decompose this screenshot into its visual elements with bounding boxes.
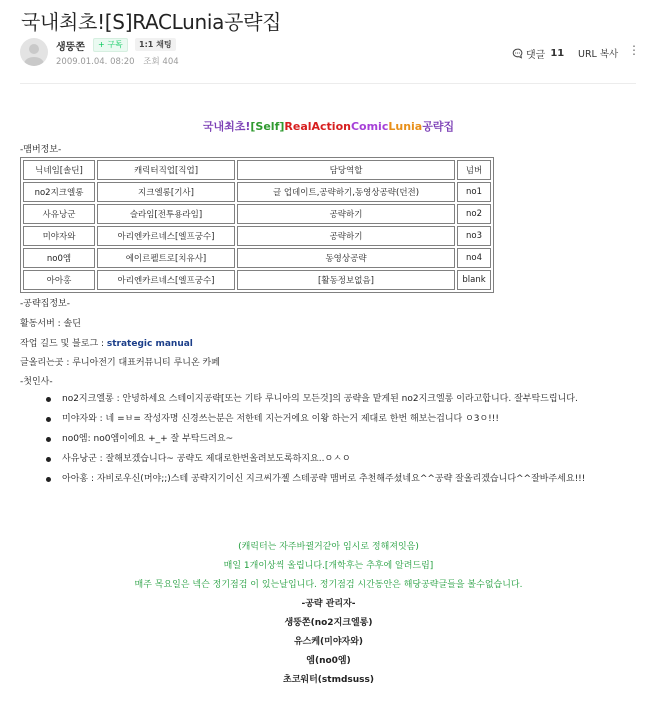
table-cell: 지크엘롱[기사]: [97, 182, 235, 202]
table-cell: no2: [457, 204, 491, 224]
list-item: 미야자와 : 네 =ㅂ= 작성자명 신경쓰는분은 저한테 지는거에요 이왕 하는거 제대로 한번 해보는겁니다 ㅇ3ㅇ!!!: [44, 409, 624, 429]
admin-label: -공략 관리자-: [301, 599, 356, 609]
admin-name: 초코워터(stmdsuss): [283, 675, 374, 685]
table-header: 닉네임[솔딘]: [23, 160, 95, 180]
heading-part: [Self]: [250, 120, 285, 133]
more-menu-icon[interactable]: ⋮: [628, 43, 640, 57]
list-item: no2지크엘롱 : 안녕하세요 스테이지공략[또는 기타 루니아의 모든것]의 공략을 맡게된 no2지크엘롱 이라고합니다. 잘부탁드립니다.: [44, 389, 624, 409]
admin-name: 엠(no0엠): [306, 656, 351, 666]
table-cell: 공략하기: [237, 204, 455, 224]
blog-line: [20, 336, 193, 349]
comment-icon: [512, 48, 523, 59]
greeting-list: [44, 389, 624, 489]
chat-button[interactable]: 1:1 채팅: [135, 38, 176, 51]
list-item: 아아홍 : 자비로우신(머야;;)스테 공략지기이신 지크씨가젤 스테공략 맴버로 추천해주셨네요^^공략 잘올리겠습니다^^잘바주세요!!!: [44, 469, 624, 489]
table-cell: 아리엔카르네스[엘프궁수]: [97, 270, 235, 290]
table-cell: 사유낭군: [23, 204, 95, 224]
table-cell: 아아홍: [23, 270, 95, 290]
greeting-label: -첫인사-: [20, 377, 53, 387]
heading-part: RealAction: [284, 120, 351, 133]
table-row: [23, 270, 491, 290]
follow-button[interactable]: + 구독: [93, 38, 128, 52]
heading-part: 국내최초!: [202, 120, 251, 133]
admin-name: 생뚱쫀(no2지크엘롱): [284, 618, 373, 628]
table-cell: no0엠: [23, 248, 95, 268]
blog-prefix: 작업 길드 및 블로그 :: [20, 339, 107, 349]
comment-label: 댓글: [526, 50, 546, 61]
guild-info-label: -공략집정보-: [20, 299, 70, 309]
table-row: [23, 182, 491, 202]
table-cell: no3: [457, 226, 491, 246]
comment-count: 11: [550, 48, 565, 59]
notice-line: 매주 목요일은 넥슨 정기점검 이 있는날입니다. 정기점검 시간동안은 해당공략글들을 볼수없습니다.: [134, 580, 523, 590]
table-cell: 슬라임[전투용라임]: [97, 204, 235, 224]
list-item: no0엠: no0엠이에요 +_+ 잘 부탁드려요~: [44, 429, 624, 449]
table-cell: 동영상공략: [237, 248, 455, 268]
table-cell: 글 업데이트,공략하기,동영상공략(던전): [237, 182, 455, 202]
members-table: [20, 157, 494, 293]
table-row: [23, 248, 491, 268]
post-title: 국내최초![S]RACLunia공략집: [21, 10, 282, 34]
heading-part: Comic: [350, 120, 389, 133]
table-cell: no2지크엘롱: [23, 182, 95, 202]
table-cell: 아리엔카르네스[엘프궁수]: [97, 226, 235, 246]
forum-line: 글올리는곳 : 루니아전기 대표커뮤니티 루니온 카페: [20, 358, 220, 368]
table-cell: 미야자와: [23, 226, 95, 246]
table-header: 캐릭터직업[직업]: [97, 160, 235, 180]
notice-line: (캐릭터는 자주바뀔거같아 임시로 정해져잇음): [238, 542, 419, 552]
notice-line: 매일 1개이상씩 올립니다.[개학후는 추후에 알려드림]: [223, 561, 434, 571]
body-heading: [0, 118, 657, 134]
server-line: 활동서버 : 솔딘: [20, 319, 81, 329]
table-cell: no1: [457, 182, 491, 202]
table-cell: 공략하기: [237, 226, 455, 246]
list-item: 사유낭군 : 잘해보겠습니다~ 공략도 제대로한번올려보도록하지요..ㅇㅅㅇ: [44, 449, 624, 469]
blog-link[interactable]: strategic manual: [106, 339, 193, 349]
table-row: [23, 226, 491, 246]
table-header: 담당역할: [237, 160, 455, 180]
table-cell: 에이르펠트로[치유사]: [97, 248, 235, 268]
url-copy-button[interactable]: URL 복사: [578, 49, 619, 60]
comment-button[interactable]: [512, 46, 564, 61]
table-header: 넘버: [457, 160, 491, 180]
members-label: -맴버정보-: [20, 145, 62, 155]
avatar-icon: [20, 38, 48, 66]
admin-name: 유스케(미야자와): [293, 637, 364, 647]
table-row: [23, 204, 491, 224]
header-divider: [20, 83, 636, 84]
table-cell: [활동정보없음]: [237, 270, 455, 290]
table-cell: blank: [457, 270, 491, 290]
post-date: 2009.01.04. 08:20: [56, 57, 135, 67]
table-header-row: [23, 160, 491, 180]
post-meta: [56, 55, 179, 67]
view-count: 조회 404: [143, 57, 179, 67]
heading-part: 공략집: [422, 120, 455, 133]
author-name[interactable]: 생뚱쫀: [56, 42, 85, 53]
heading-part: Lunia: [388, 120, 423, 133]
author-avatar[interactable]: [20, 38, 48, 66]
table-cell: no4: [457, 248, 491, 268]
